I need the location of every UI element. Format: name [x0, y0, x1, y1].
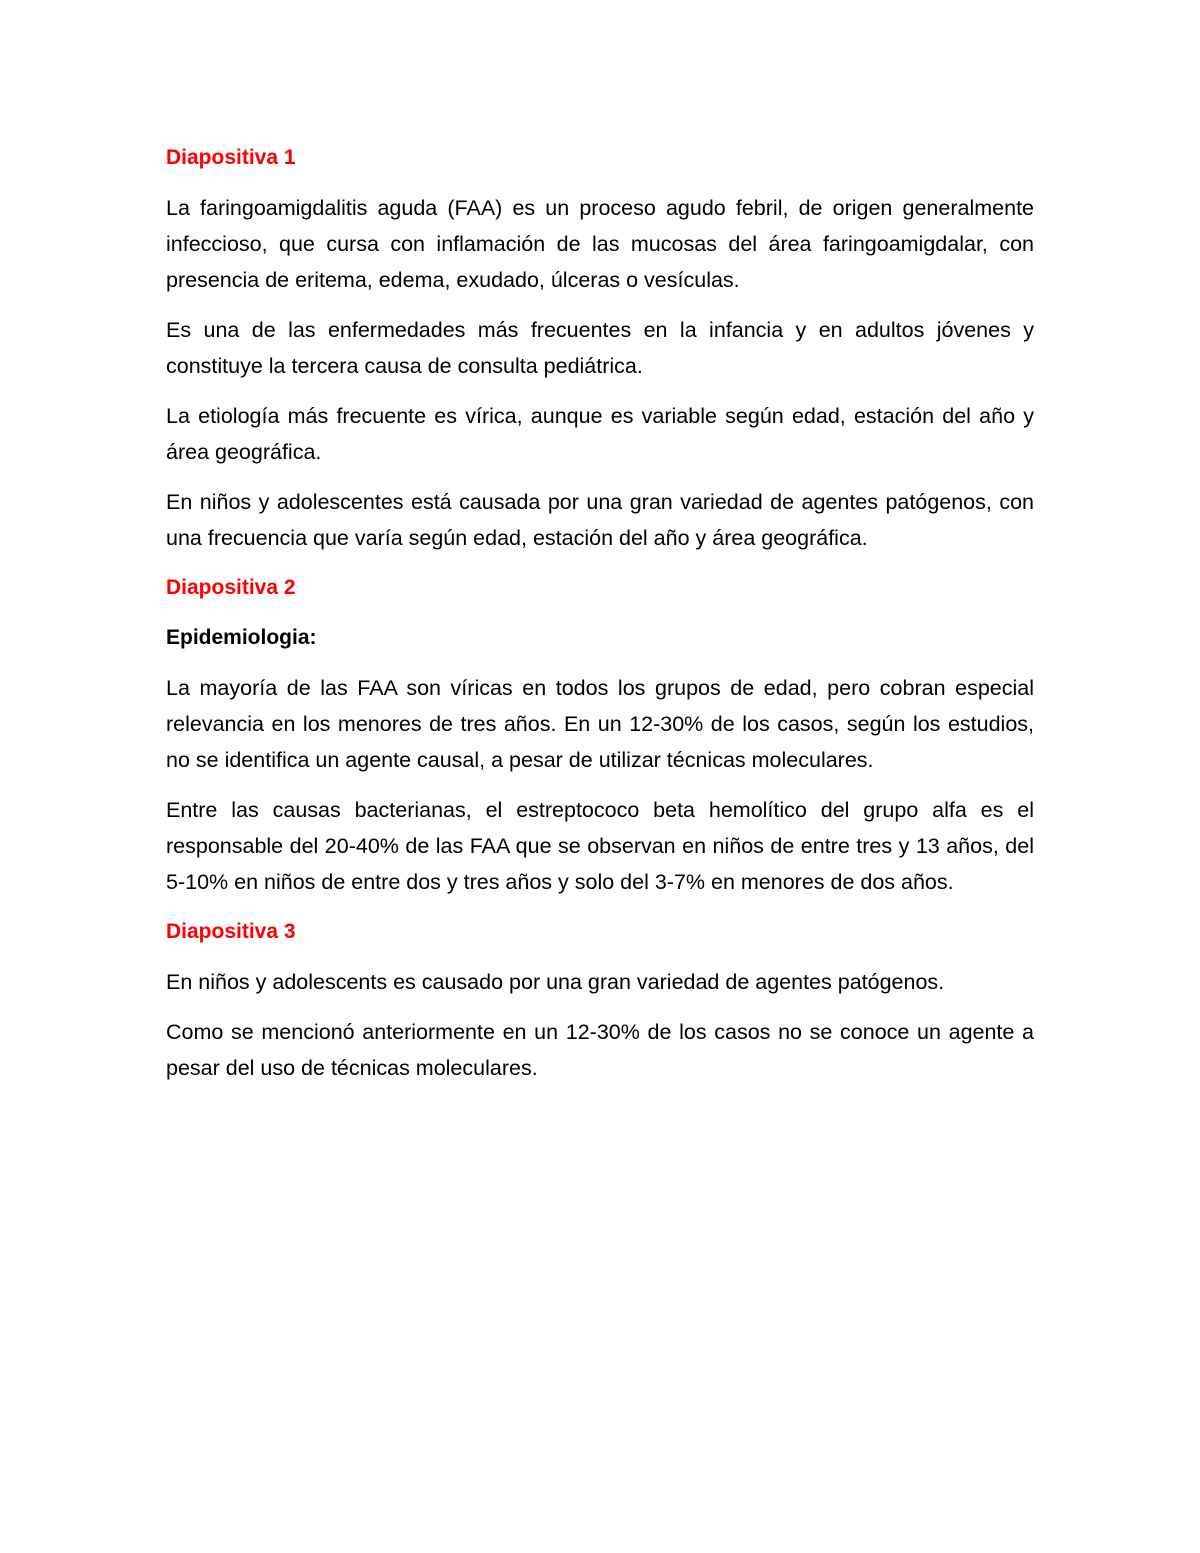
section-diapositiva-1 [166, 140, 1034, 556]
section-heading: Diapositiva 3 [166, 920, 296, 943]
section-diapositiva-3 [166, 914, 1034, 1086]
section-diapositiva-2 [166, 570, 1034, 900]
paragraph: La mayoría de las FAA son víricas en todos los grupos de edad, pero cobran especial relevancia en los menores de tres años. En un 12-30% de los casos, según los estudios, no se identifica un agente causal, a pesar de utilizar técnicas moleculares. [166, 676, 1034, 772]
paragraph: La etiología más frecuente es vírica, aunque es variable según edad, estación del año y área geográfica. [166, 404, 1034, 464]
paragraph: En niños y adolescents es causado por una gran variedad de agentes patógenos. [166, 970, 945, 994]
paragraph: Es una de las enfermedades más frecuentes en la infancia y en adultos jóvenes y constituye la tercera causa de consulta pediátrica. [166, 318, 1034, 378]
paragraph: En niños y adolescentes está causada por una gran variedad de agentes patógenos, con una frecuencia que varía según edad, estación del año y área geográfica. [166, 490, 1034, 550]
paragraph: La faringoamigdalitis aguda (FAA) es un proceso agudo febril, de origen generalmente infeccioso, que cursa con inflamación de las mucosas del área faringoamigdalar, con presencia de eritema, edema, exudado, úlceras o vesículas. [166, 196, 1034, 292]
paragraph: Como se mencionó anteriormente en un 12-30% de los casos no se conoce un agente a pesar del uso de técnicas moleculares. [166, 1020, 1034, 1080]
document-page [166, 140, 1034, 1100]
section-subheading: Epidemiologia: [166, 626, 317, 649]
paragraph: Entre las causas bacterianas, el estreptococo beta hemolítico del grupo alfa es el responsable del 20-40% de las FAA que se observan en niños de entre tres y 13 años, del 5-10% en niños de entre dos y tres años y solo del 3-7% en menores de dos años. [166, 798, 1034, 894]
section-heading: Diapositiva 2 [166, 576, 296, 599]
section-heading: Diapositiva 1 [166, 146, 296, 169]
